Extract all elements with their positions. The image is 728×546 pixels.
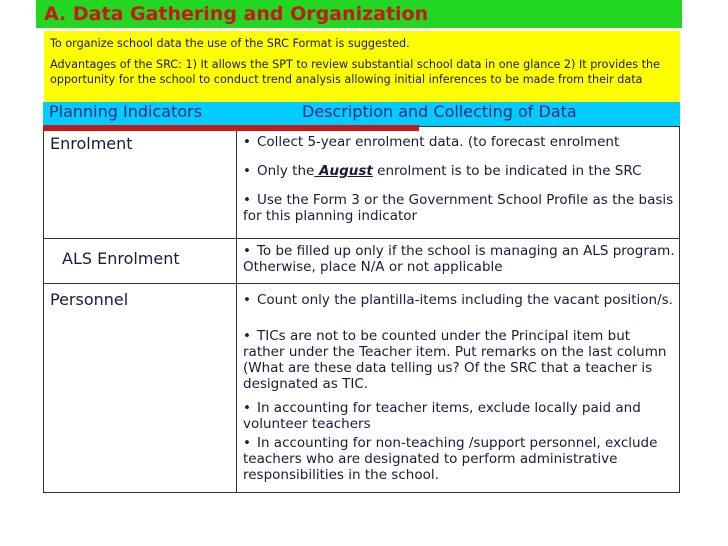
enrolment-item-3 — [243, 192, 675, 224]
intro-box — [44, 31, 680, 102]
table-header — [43, 102, 680, 126]
enrolment-item-2-pre: Only the — [256, 163, 315, 179]
bullet-mark: • — [243, 400, 251, 416]
enrolment-item-1 — [243, 134, 675, 150]
personnel-item-1-text: Count only the plantilla-items including the vacant position/s. — [256, 292, 673, 308]
intro-line-1: To organize school data the use of the SRC Format is suggested. — [50, 37, 410, 50]
personnel-item-3-text: In accounting for teacher items, exclude locally paid and volunteer teachers — [243, 400, 641, 432]
column-divider — [236, 126, 237, 493]
bullet-mark: • — [243, 163, 251, 179]
enrolment-item-2-month: August — [314, 163, 373, 179]
personnel-item-1 — [243, 292, 675, 308]
bullet-mark: • — [243, 292, 251, 308]
bullet-mark: • — [243, 192, 251, 208]
personnel-item-4 — [243, 435, 675, 483]
als-item-text: To be filled up only if the school is managing an ALS program. Otherwise, place N/A or not applicable — [243, 243, 675, 275]
intro-line-2: Advantages of the SRC: 1) It allows the SPT to review substantial school data in one glance 2) It provides the opportunity for the school to conduct trend analysis allowing initial inferences to be made from their data — [50, 58, 660, 86]
personnel-label: Personnel — [50, 290, 129, 309]
slide-title: A. Data Gathering and Organization — [44, 3, 429, 25]
bullet-mark: • — [243, 328, 251, 344]
enrolment-label: Enrolment — [50, 134, 133, 153]
als-item — [243, 243, 675, 275]
enrolment-item-1-text: Collect 5-year enrolment data. (to forecast enrolment — [256, 134, 620, 150]
enrolment-item-2 — [243, 163, 675, 179]
personnel-item-3 — [243, 400, 675, 432]
row-divider-2 — [43, 283, 680, 284]
header-description: Description and Collecting of Data — [302, 102, 577, 121]
bullet-mark: • — [243, 243, 251, 259]
personnel-item-2-text: TICs are not to be counted under the Principal item but rather under the Teacher item. Put remarks on the last column (What are these data telling us? Of the SRC that a teacher is designated as TIC. — [243, 328, 667, 392]
personnel-item-2 — [243, 328, 675, 392]
personnel-item-4-text: In accounting for non-teaching /support personnel, exclude teachers who are designated to perform administrative responsibilities in the school. — [243, 435, 658, 483]
header-planning-indicators: Planning Indicators — [49, 102, 203, 121]
bullet-mark: • — [243, 134, 251, 150]
enrolment-item-2-post: enrolment is to be indicated in the SRC — [372, 163, 642, 179]
als-enrolment-label: ALS Enrolment — [62, 249, 180, 268]
enrolment-item-3-text: Use the Form 3 or the Government School Profile as the basis for this planning indicator — [243, 192, 674, 224]
title-bar — [36, 0, 682, 28]
red-divider — [43, 125, 419, 131]
row-divider-1 — [43, 238, 680, 239]
bullet-mark: • — [243, 435, 251, 451]
